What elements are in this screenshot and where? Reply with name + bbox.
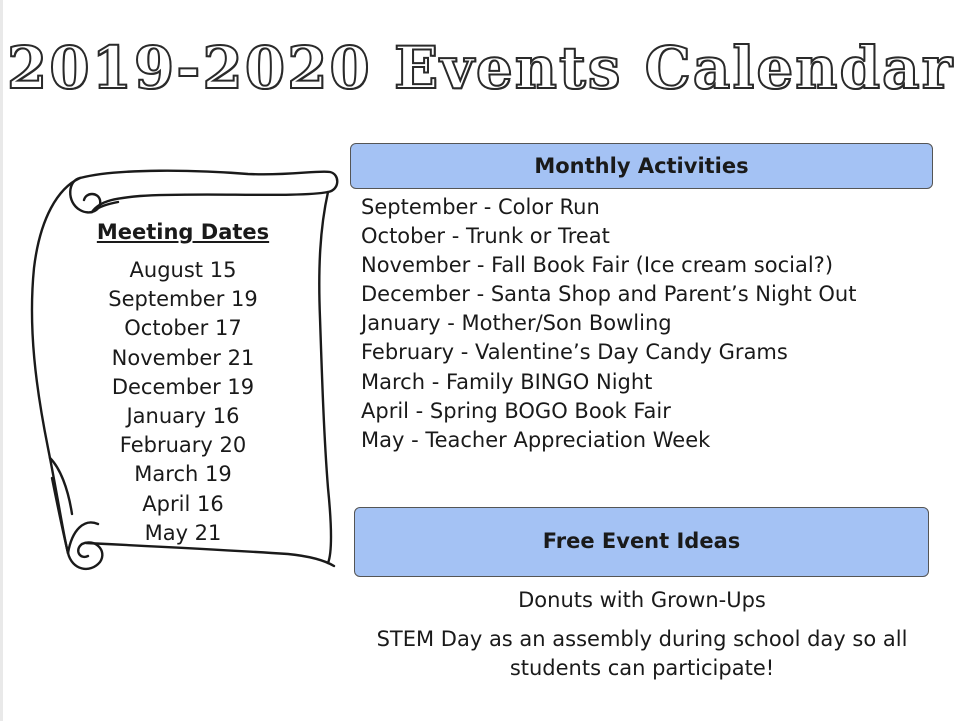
meeting-dates-heading: Meeting Dates <box>96 220 270 244</box>
free-event-ideas-header: Free Event Ideas <box>354 507 929 577</box>
meeting-date: September 19 <box>108 287 258 312</box>
activity-item: October - Trunk or Treat <box>361 224 610 249</box>
activity-item: November - Fall Book Fair (Ice cream social?) <box>361 253 834 278</box>
meeting-date: December 19 <box>111 374 255 399</box>
meeting-date: March 19 <box>134 462 232 487</box>
monthly-activities-header: Monthly Activities <box>350 143 933 189</box>
free-event-ideas-list <box>356 585 928 683</box>
meeting-date: August 15 <box>129 258 237 282</box>
activity-item: March - Family BINGO Night <box>361 369 653 394</box>
meeting-dates-list <box>62 256 304 548</box>
activity-item: January - Mother/Son Bowling <box>361 311 672 336</box>
activity-item: February - Valentine’s Day Candy Grams <box>361 340 788 365</box>
activity-item: September - Color Run <box>361 195 600 219</box>
page-edge <box>0 0 3 721</box>
monthly-activities-list <box>361 193 941 455</box>
idea-item: Donuts with Grown-Ups <box>518 588 766 612</box>
meeting-date: November 21 <box>111 345 255 370</box>
meeting-date: January 16 <box>126 404 240 429</box>
meeting-date: April 16 <box>142 491 224 516</box>
meeting-date: May 21 <box>144 520 222 545</box>
meeting-date: February 20 <box>119 433 247 458</box>
activity-item: December - Santa Shop and Parent’s Night Out <box>361 282 857 307</box>
idea-item: STEM Day as an assembly during school day so all students can participate! <box>376 627 908 680</box>
activity-item: May - Teacher Appreciation Week <box>361 427 711 452</box>
meeting-date: October 17 <box>124 316 242 341</box>
page-title: 2019-2020 Events Calendar <box>6 34 955 102</box>
activity-item: April - Spring BOGO Book Fair <box>361 398 671 423</box>
